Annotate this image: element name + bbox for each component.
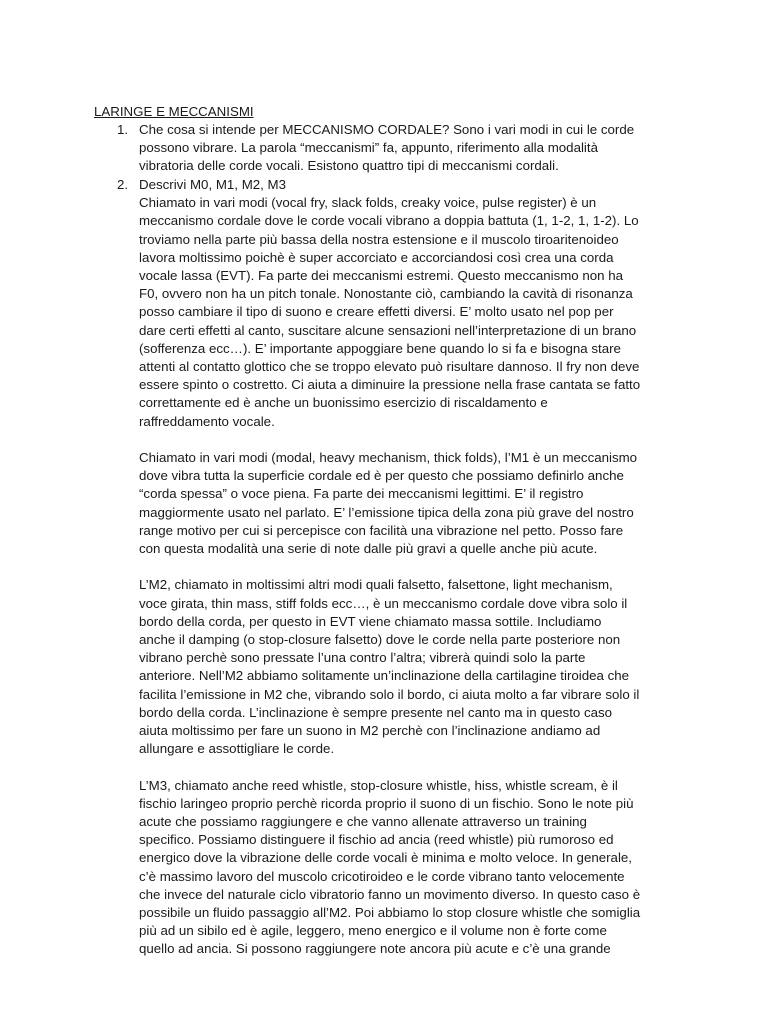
- text-line: aiuta moltissimo per fare un suono in M2 perchè con l’inclinazione andiamo ad: [139, 723, 601, 739]
- text-line: possono vibrare. La parola “meccanismi” fa, appunto, riferimento alla modalità: [139, 140, 598, 156]
- text-line: anche il damping (o stop-closure falsetto) dove le corde nella parte posteriore non: [139, 632, 621, 648]
- text-line: troviamo nella parte più bassa della nostra estensione e il muscolo tiroaritenoideo: [139, 231, 619, 247]
- paragraph-m1: [139, 449, 688, 558]
- text-line: bordo della corda, per questo in EVT viene chiamato massa sottile. Includiamo: [139, 613, 602, 629]
- text-line: energico dove la vibrazione delle corde vocali è minima e molto veloce. In generale,: [139, 850, 632, 866]
- text-line: vibrano perchè sono pressate l’una contro l’altra; vibrerà quindi solo la parte: [139, 650, 586, 666]
- text-line: lavora moltissimo poichè è super accorciato e accorciandosi così crea una corda: [139, 249, 614, 265]
- text-line: Chiamato in vari modi (modal, heavy mechanism, thick folds), l’M1 è un meccanismo: [139, 450, 638, 466]
- text-line: con questa modalità una serie di note dalle più gravi a quelle anche più acute.: [139, 541, 598, 557]
- text-line: più ad un sibilo ed è agile, leggero, meno energico e il volume non è forte come: [139, 923, 607, 939]
- list-item-number: 2.: [117, 177, 129, 192]
- list-item-number: 1.: [117, 122, 129, 137]
- text-line: allungare e assottigliare le corde.: [139, 741, 335, 757]
- text-line: dare certi effetti al canto, suscitare alcune sensazioni nell’interpretazione di un brano: [139, 322, 637, 338]
- text-line: L’M2, chiamato in moltissimi altri modi quali falsetto, falsettone, light mechanism,: [139, 577, 613, 593]
- text-line: range motivo per cui si percepisce con facilità una vibrazione nel petto. Posso fare: [139, 522, 624, 538]
- text-line: posso cambiare il tipo di suono e creare effetti diversi. E’ molto usato nel pop per: [139, 304, 614, 320]
- text-line: raffreddamento vocale.: [139, 413, 275, 429]
- text-line: anteriore. Nell’M2 abbiamo solitamente un’inclinazione della cartilagine tiroidea che: [139, 668, 630, 684]
- paragraph-gap: [139, 558, 688, 576]
- text-line: Che cosa si intende per MECCANISMO CORDALE? Sono i vari modi in cui le corde: [139, 122, 635, 137]
- text-line: L’M3, chiamato anche reed whistle, stop-closure whistle, hiss, whistle scream, è il: [139, 777, 618, 793]
- text-line: che invece del naturale ciclo vibratorio fanno un movimento diverso. In questo caso è: [139, 886, 641, 902]
- text-line: dove vibra tutta la superficie cordale ed è per questo che possiamo definirlo anche: [139, 468, 624, 484]
- paragraph-gap: [139, 758, 688, 776]
- text-line: c’è massimo lavoro del muscolo cricotiroideo e le corde vibrano tanto velocemente: [139, 868, 625, 884]
- text-line: maggiormente usato nel parlato. E’ l’emissione tipica della zona più grave del nostro: [139, 504, 634, 520]
- paragraph-m2: [139, 576, 688, 758]
- text-line: vocale lassa (EVT). Fa parte dei meccanismi estremi. Questo meccanismo non ha: [139, 268, 624, 284]
- text-line: attenti al contatto glottico che se troppo elevato può risultare dannoso. Il fry non deve: [139, 359, 640, 375]
- paragraph-m3: [139, 777, 688, 959]
- text-line: bordo della corda. L’inclinazione è sempre presente nel canto ma in questo caso: [139, 704, 613, 720]
- list-item-heading: Descrivi M0, M1, M2, M3: [139, 177, 287, 192]
- paragraph-m0: [139, 194, 688, 431]
- text-line: acute che possiamo raggiungere e che vanno allenate attraverso un training: [139, 814, 587, 830]
- text-line: (sofferenza ecc…). E’ importante appoggiare bene quando lo si fa e bisogna stare: [139, 340, 621, 356]
- text-line: voce girata, thin mass, stiff folds ecc…, è un meccanismo cordale dove vibra solo il: [139, 595, 628, 611]
- text-line: Chiamato in vari modi (vocal fry, slack folds, creaky voice, pulse register) è un: [139, 195, 597, 211]
- text-line: fischio laringeo proprio perchè ricorda proprio il suono di un fischio. Sono le note più: [139, 795, 634, 811]
- list-item-text: [139, 176, 688, 959]
- text-line: possibile un fluido passaggio all’M2. Poi abbiamo lo stop closure whistle che somiglia: [139, 905, 641, 921]
- text-line: essere spinto o costretto. Ci aiuta a diminuire la pressione nella frase cantata se fatto: [139, 377, 641, 393]
- list-item-1: [94, 121, 688, 176]
- paragraph-gap: [139, 431, 688, 449]
- text-line: vibratoria delle corde vocali. Esistono quattro tipi di meccanismi cordali.: [139, 158, 559, 174]
- text-line: “corda spessa” o voce piena. Fa parte dei meccanismi legittimi. E’ il registro: [139, 486, 584, 502]
- document-title: LARINGE E MECCANISMI: [94, 104, 254, 119]
- text-line: meccanismo cordale dove le corde vocali vibrano a doppia battuta (1, 1-2, 1, 1-2). Lo: [139, 213, 639, 229]
- text-line: correttamente ed è anche un buonissimo esercizio di riscaldamento e: [139, 395, 548, 411]
- text-line: facilita l’emissione in M2 che, vibrando solo il bordo, ci aiuta molto a far vibrare solo il: [139, 686, 640, 702]
- text-line: quello ad ancia. Si possono raggiungere note ancora più acute e c’è una grande: [139, 941, 611, 957]
- list-item-2: [94, 176, 688, 959]
- list-item-text: [139, 121, 688, 176]
- text-line: specifico. Possiamo distinguere il fischio ad ancia (reed whistle) più rumoroso ed: [139, 832, 614, 848]
- text-line: F0, ovvero non ha un pitch tonale. Nonostante ciò, cambiando la cavità di risonanza: [139, 286, 633, 302]
